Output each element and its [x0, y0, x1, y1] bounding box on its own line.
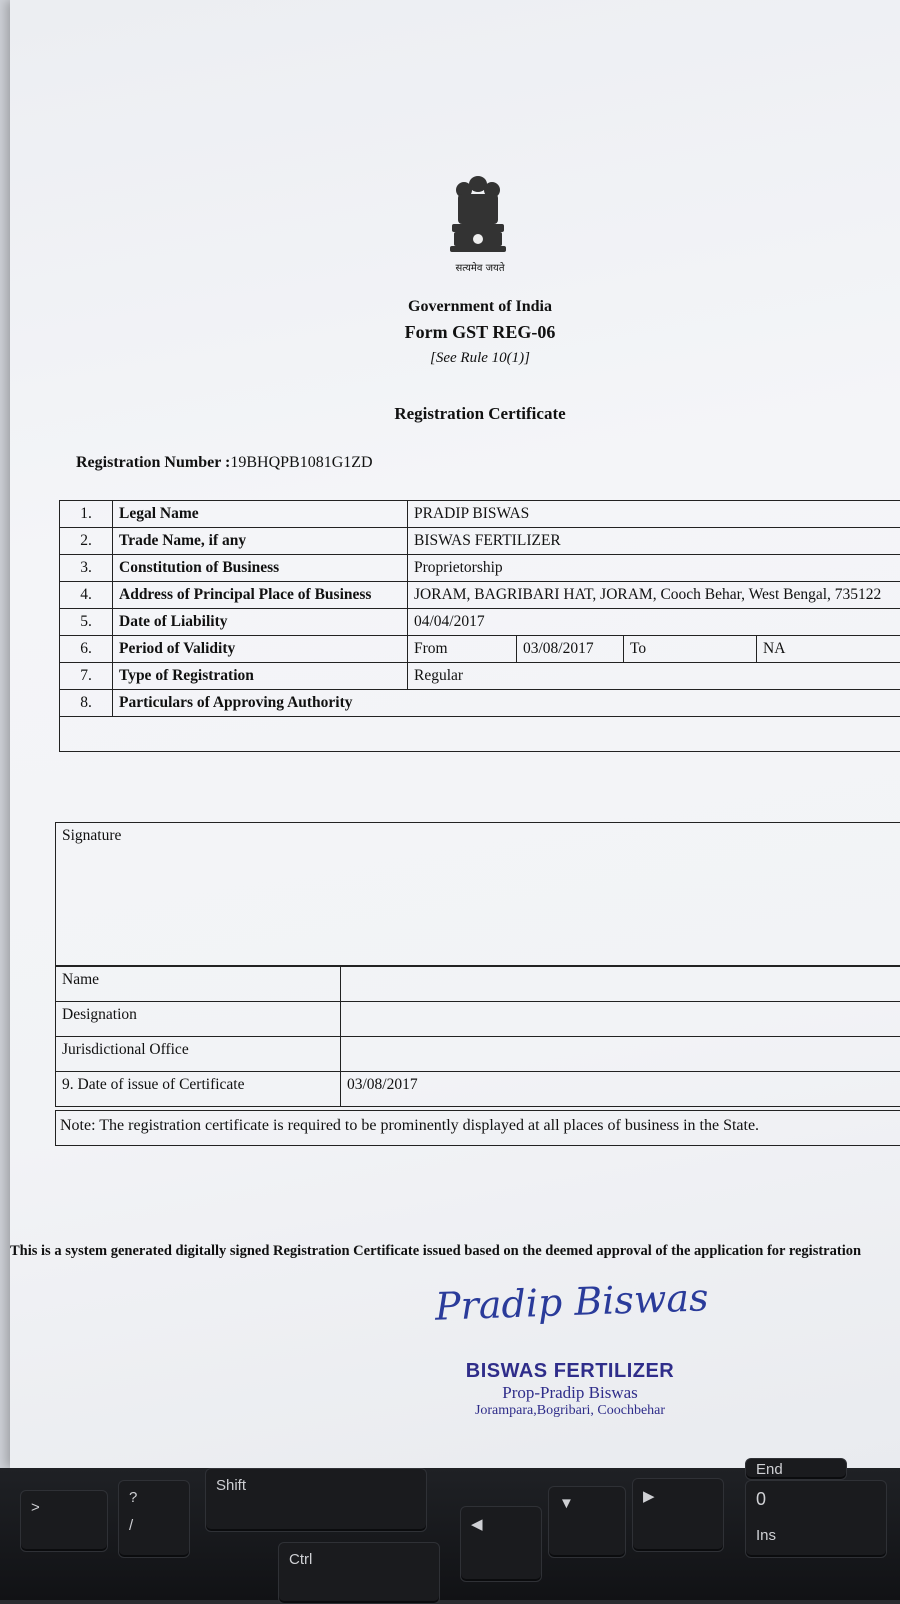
row-label: Period of Validity — [113, 636, 408, 663]
name-value — [341, 967, 900, 1002]
key-ins-label: Ins — [756, 1527, 776, 1544]
table-row — [56, 1072, 900, 1107]
blank-row — [60, 717, 900, 752]
system-generated-footer: This is a system generated digitally signed Registration Certificate issued based on the deemed approval of the application for registration — [10, 1240, 900, 1262]
key-slash[interactable] — [118, 1480, 190, 1558]
name-label: Name — [56, 967, 341, 1002]
arrow-right-icon: ▶ — [643, 1487, 655, 1505]
row-value: Proprietorship — [408, 555, 900, 582]
table-row — [60, 528, 900, 555]
row-label: Constitution of Business — [113, 555, 408, 582]
key-zero-label: 0 — [756, 1489, 766, 1510]
row-label: Trade Name, if any — [113, 528, 408, 555]
jurisdictional-office-label: Jurisdictional Office — [56, 1037, 341, 1072]
row-label: Particulars of Approving Authority — [113, 690, 900, 717]
row-value: Regular — [408, 663, 900, 690]
rule-reference: [See Rule 10(1)] — [310, 350, 650, 367]
handwritten-signature: Pradip Biswas — [434, 1275, 709, 1329]
row-number: 6. — [60, 636, 113, 663]
table-row — [60, 717, 900, 752]
stamp-address: Jorampara,Bogribari, Coochbehar — [450, 1403, 690, 1419]
key-greater-label: > — [31, 1499, 40, 1516]
table-row — [60, 663, 900, 690]
arrow-down-key[interactable] — [548, 1486, 626, 1558]
arrow-right-key[interactable] — [632, 1478, 724, 1552]
row-number: 5. — [60, 609, 113, 636]
table-row — [56, 1037, 900, 1072]
validity-to-label: To — [624, 636, 757, 663]
key-ctrl-label: Ctrl — [289, 1551, 312, 1568]
table-row — [60, 582, 900, 609]
row-number: 7. — [60, 663, 113, 690]
table-row — [60, 636, 900, 663]
row-number: 2. — [60, 528, 113, 555]
certificate-title: Registration Certificate — [310, 404, 650, 424]
business-stamp — [450, 1360, 690, 1419]
display-note: Note: The registration certificate is required to be prominently displayed at all places of business in the State. — [55, 1110, 900, 1146]
key-question-label: ? — [129, 1489, 137, 1506]
authority-table — [55, 966, 900, 1107]
details-table — [59, 500, 900, 752]
registration-number-value: 19BHQPB1081G1ZD — [230, 454, 372, 471]
table-row — [60, 555, 900, 582]
designation-value — [341, 1002, 900, 1037]
national-emblem-icon — [446, 170, 510, 266]
certificate-page — [10, 0, 900, 1468]
validity-to-date: NA — [757, 636, 900, 663]
table-row — [60, 609, 900, 636]
row-number: 3. — [60, 555, 113, 582]
row-number: 1. — [60, 501, 113, 528]
validity-from-date: 03/08/2017 — [517, 636, 624, 663]
registration-number — [76, 454, 373, 472]
signature-label: Signature — [56, 823, 900, 966]
row-label: Type of Registration — [113, 663, 408, 690]
row-number: 8. — [60, 690, 113, 717]
issue-date-value: 03/08/2017 — [341, 1072, 900, 1107]
keyboard — [0, 1468, 900, 1600]
arrow-left-icon: ◀ — [471, 1515, 483, 1533]
key-shift[interactable] — [205, 1468, 427, 1532]
table-row — [60, 501, 900, 528]
arrow-left-key[interactable] — [460, 1506, 542, 1582]
issue-date-label: 9. Date of issue of Certificate — [56, 1072, 341, 1107]
arrow-down-icon: ▼ — [559, 1495, 574, 1512]
stamp-business-name: BISWAS FERTILIZER — [450, 1360, 690, 1383]
emblem-motto: सत्यमेव जयते — [435, 260, 525, 274]
validity-from-label: From — [408, 636, 517, 663]
row-value: 04/04/2017 — [408, 609, 900, 636]
key-ctrl[interactable] — [278, 1542, 440, 1604]
row-label: Address of Principal Place of Business — [113, 582, 408, 609]
key-shift-label: Shift — [216, 1477, 246, 1494]
designation-label: Designation — [56, 1002, 341, 1037]
key-ins[interactable] — [745, 1480, 887, 1558]
key-end-label: End — [756, 1461, 783, 1478]
jurisdictional-office-value — [341, 1037, 900, 1072]
stamp-proprietor: Prop-Pradip Biswas — [450, 1383, 690, 1403]
table-row — [56, 967, 900, 1002]
table-row — [60, 690, 900, 717]
government-heading: Government of India — [310, 298, 650, 316]
row-value: PRADIP BISWAS — [408, 501, 900, 528]
form-title: Form GST REG-06 — [310, 322, 650, 343]
registration-number-label: Registration Number : — [76, 454, 230, 471]
key-slash-label: / — [129, 1517, 133, 1534]
key-end[interactable] — [745, 1458, 847, 1480]
signature-box — [55, 822, 900, 966]
key-greater[interactable] — [20, 1490, 108, 1552]
row-value: JORAM, BAGRIBARI HAT, JORAM, Cooch Behar, West Bengal, 735122 — [408, 582, 900, 609]
row-label: Legal Name — [113, 501, 408, 528]
row-number: 4. — [60, 582, 113, 609]
table-row — [56, 1002, 900, 1037]
row-value: BISWAS FERTILIZER — [408, 528, 900, 555]
row-label: Date of Liability — [113, 609, 408, 636]
